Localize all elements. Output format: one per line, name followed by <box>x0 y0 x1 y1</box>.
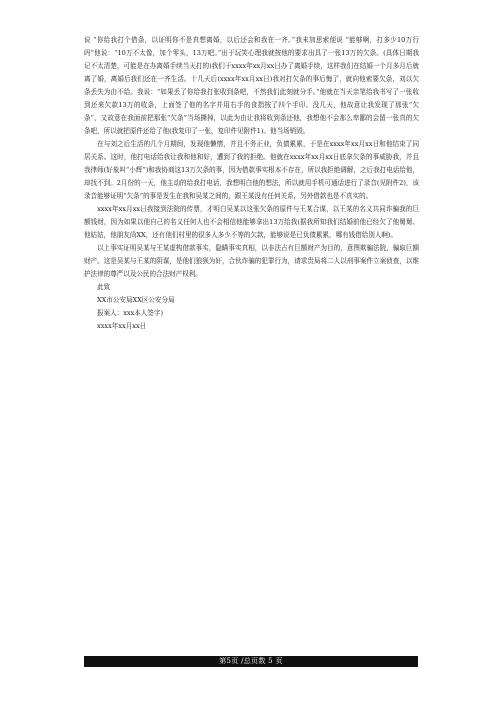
reporter-text: 报案人：xxx本人签字) <box>97 309 164 317</box>
paragraph-1: 说 “你给我打个借条，以证明你不是真想离婚，以后还会和我在一齐。”我未加思索便说 “能够啊，打多少10万行吗”他说：“10万不太像，加个零头，13万吧。”出于玩笑心理我就按他的要求出具了一张13万的欠条。(具体日期我记不太清楚，可能是在办离婚手续当天打的)我们于xxxx年xx月xx日办了离婚手续，这样我们在结婚一个月多月后就离了婚，离婚后我们还在一齐生活。十几天后(xxxx年xx月xx日)我对打欠条的事后悔了，就向他索要欠条，刘以欠条丢失为由不给。我说：“如果丢了你给我打张收到条吧，不然我们此刻就分手。”他就在当天亲笔给我书写了一张收到还来欠款13万的收条，上面签了他的名字并用右手的食指按了四个手印。没几天，他故意让我发现了那张“欠条”，又故意在我面前把那张“欠条”当场撕掉，以此为由让我将收到条还他，我想他不会那么卑鄙的会留一张真的欠条吧，所以就把原件还给了他(我复印了一张，复印件见附件1)。他当场销毁。 <box>84 36 419 135</box>
page-footer <box>84 656 418 667</box>
date-text: xxxx年xx月xx日 <box>97 322 147 330</box>
recipient-text: XX市公安局XX区公安分局 <box>97 296 175 304</box>
page-number: 第5页 /总页数 5 页 <box>219 657 283 665</box>
paragraph-4: 以上事实证明吴某与王某虚构借款事实，隐瞒事实真相，以非法占有巨额财产为目的，意图欺骗法院，骗取巨额财产。这是吴某与王某的阴谋，是他们狼狈为奸，合伙诈骗的犯罪行为，请求贵局将二人以刑事案件立案侦查，以维护法律的尊严以及公民的合法财产权利。 <box>84 244 419 278</box>
salutation-text: 此致 <box>97 283 111 291</box>
document-body <box>84 34 419 333</box>
paragraph-2: 在与刘之后生活的几个月期间，发现他懒惰，并且不务正业，负债累累，于是在xxxx年xx月xx日和他结束了同居关系。这时，他打电话给我让我和他和好，遭到了我的拒绝。他就在xxxx年xx月xx日底拿欠条的事威胁我，并且我律师(好象叫“小辉”)和我协商这13万欠条的事，因为借款事实根本不存在，所以我拒绝调解，之后我打电话给他，却找不到。2月份的一天，他主动的给我打电话，我想明白他的想法，所以就用手机可通话进行了录音(见附件2)，该录音能够证明“欠条”的事是发生在我和吴某之间的，跟王某没有任何关系，另外借款也是不真实的。 <box>84 140 419 200</box>
paragraph-3: xxxx年xx月xx日我接到法院的传票，才明白吴某以这张欠条的原件与王某合谋，以王某的名义共同诈骗我的巨额钱财，因为如果以他自己的名义任何人也不会相信他能够拿出13万给我(据我所知我们结婚前他已经欠了他舅舅、他姑姑，他朋友尚XX，还有他们村里的很多人多少不等的欠款，能够说是已负债累累，哪有钱借给别人啊)。 <box>84 205 419 239</box>
